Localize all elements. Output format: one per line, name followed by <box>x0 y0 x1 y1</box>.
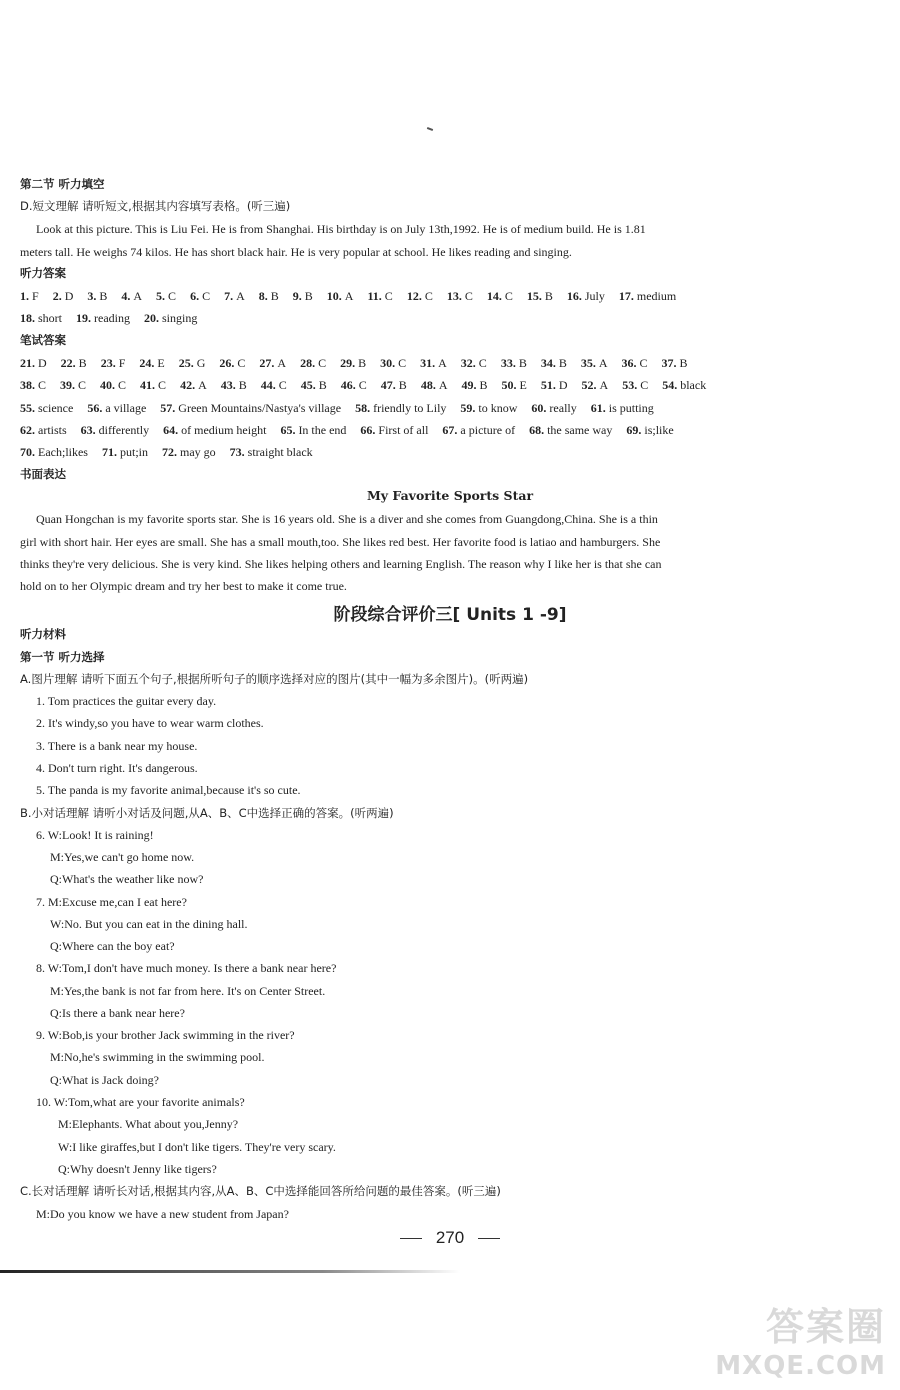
answer-number: 72. <box>162 445 177 459</box>
answer-item <box>293 288 313 304</box>
answer-value: a picture of <box>460 423 516 437</box>
answer-number: 19. <box>76 311 91 325</box>
answer-value: B <box>544 289 553 303</box>
answer-item <box>156 288 176 304</box>
answer-item <box>327 288 354 304</box>
answer-value: C <box>237 356 246 370</box>
dialogue-line: 8. W:Tom,I don't have much money. Is there a bank near here? <box>36 961 337 975</box>
answer-number: 33. <box>500 356 516 370</box>
answer-number: 21. <box>20 356 35 370</box>
answer-item <box>541 377 568 393</box>
answer-number: 73. <box>229 445 245 459</box>
answer-number: 40. <box>100 378 116 392</box>
answer-number: 14. <box>486 289 502 303</box>
answer-value: put;in <box>119 445 148 459</box>
answer-value: Green Mountains/Nastya's village <box>178 401 342 415</box>
answer-number: 57. <box>160 401 176 415</box>
answer-number: 46. <box>340 378 356 392</box>
dialogue-line: M:No,he's swimming in the swimming pool. <box>50 1050 265 1064</box>
answer-item <box>360 422 428 438</box>
dialogue-line: W:No. But you can eat in the dining hall. <box>50 917 248 931</box>
answer-value: C <box>464 289 473 303</box>
answer-value: B <box>78 356 87 370</box>
answer-number: 45. <box>300 378 316 392</box>
answer-value: B <box>270 289 279 303</box>
answer-row <box>20 400 880 416</box>
answer-item <box>61 355 87 371</box>
answer-value: short <box>38 311 62 325</box>
answer-item <box>407 288 433 304</box>
answer-item <box>20 444 88 460</box>
answer-value: C <box>158 378 167 392</box>
sentence-item: 1. Tom practices the guitar every day. <box>36 694 217 708</box>
page-number-dash <box>400 1238 422 1239</box>
instruction-text: B.小对话理解 请听小对话及问题,从A、B、C中选择正确的答案。(听两遍) <box>20 806 394 820</box>
answer-number: 17. <box>618 289 634 303</box>
answer-item <box>591 400 654 416</box>
answer-number: 18. <box>20 311 35 325</box>
answer-value: is putting <box>608 401 654 415</box>
answer-item <box>529 422 612 438</box>
answer-item <box>20 422 67 438</box>
answer-item <box>180 377 207 393</box>
sentence-item: 5. The panda is my favorite animal,because it's so cute. <box>36 783 301 797</box>
answer-item <box>163 422 266 438</box>
answer-value: D <box>64 289 74 303</box>
answer-number: 64. <box>163 423 179 437</box>
materials-heading: 听力材料 <box>20 627 66 641</box>
sentence-item: 2. It's windy,so you have to wear warm clothes. <box>36 716 264 730</box>
answer-number: 38. <box>20 378 35 392</box>
answer-item <box>221 377 247 393</box>
answer-value: D <box>38 356 47 370</box>
answer-number: 12. <box>406 289 422 303</box>
answer-value: a village <box>105 401 147 415</box>
answer-number: 5. <box>156 289 166 303</box>
answer-number: 56. <box>87 401 103 415</box>
answer-number: 67. <box>442 423 458 437</box>
dialogue-line: M:Elephants. What about you,Jenny? <box>58 1117 239 1131</box>
answer-value: C <box>504 289 513 303</box>
answer-item <box>162 444 216 460</box>
answer-value: E <box>157 356 165 370</box>
answer-item <box>102 444 148 460</box>
unit-review-title: 阶段综合评价三[ Units 1 -9] <box>333 605 567 625</box>
answer-item <box>442 422 515 438</box>
answer-value: A <box>598 356 608 370</box>
answer-item <box>101 355 126 371</box>
answer-number: 29. <box>340 356 356 370</box>
answer-number: 50. <box>501 378 517 392</box>
answer-item <box>20 400 73 416</box>
answer-item <box>380 355 406 371</box>
answer-item <box>447 288 473 304</box>
answer-number: 62. <box>20 423 35 437</box>
answer-item <box>76 310 130 326</box>
answer-number: 37. <box>661 356 677 370</box>
answer-number: 1. <box>20 289 29 303</box>
answer-number: 13. <box>446 289 462 303</box>
answer-item <box>219 355 245 371</box>
answers-heading: 笔试答案 <box>20 333 66 347</box>
answer-item <box>20 377 46 393</box>
answer-number: 41. <box>140 378 156 392</box>
answer-value: B <box>358 356 367 370</box>
answer-number: 10. <box>326 289 342 303</box>
answer-number: 4. <box>121 289 131 303</box>
answer-value: C <box>639 356 648 370</box>
dialogue-line: 7. M:Excuse me,can I eat here? <box>36 895 187 909</box>
essay-line: Quan Hongchan is my favorite sports star. She is 16 years old. She is a diver and she comes from Guangdong,China. She is a thin <box>36 512 658 526</box>
answer-number: 35. <box>580 356 596 370</box>
answer-item <box>87 400 146 416</box>
dialogue-question: Q:Is there a bank near here? <box>50 1006 185 1020</box>
answer-row <box>20 288 880 304</box>
answer-item <box>461 377 487 393</box>
answer-number: 61. <box>590 401 606 415</box>
answer-item <box>487 288 513 304</box>
answer-item <box>190 288 210 304</box>
answer-item <box>619 288 676 304</box>
dialogue-line: 10. W:Tom,what are your favorite animals? <box>36 1095 245 1109</box>
answer-number: 71. <box>101 445 117 459</box>
answer-item <box>541 355 567 371</box>
answer-item <box>53 288 74 304</box>
answer-number: 48. <box>420 378 436 392</box>
answer-number: 2. <box>52 289 62 303</box>
answer-value: is;like <box>644 423 674 437</box>
answer-value: D <box>558 378 568 392</box>
answer-value: A <box>344 289 354 303</box>
answer-number: 44. <box>260 378 276 392</box>
answer-item <box>501 355 527 371</box>
answer-number: 68. <box>529 423 545 437</box>
answer-item <box>179 355 206 371</box>
answer-value: medium <box>636 289 677 303</box>
answer-row <box>20 377 880 393</box>
dialogue-question: Q:Why doesn't Jenny like tigers? <box>58 1162 217 1176</box>
answer-value: C <box>478 356 487 370</box>
answer-number: 52. <box>581 378 597 392</box>
section-heading: 第一节 听力选择 <box>20 650 105 664</box>
answer-item <box>160 400 341 416</box>
answer-item <box>662 377 706 393</box>
essay-title: My Favorite Sports Star <box>366 488 534 503</box>
answer-item <box>622 355 648 371</box>
passage-line: meters tall. He weighs 74 kilos. He has short black hair. He is very popular at school. He likes reading and singing. <box>20 245 572 259</box>
answer-value: B <box>318 378 327 392</box>
answer-item <box>567 288 605 304</box>
answer-number: 9. <box>292 289 302 303</box>
answer-value: science <box>38 401 74 415</box>
answer-value: B <box>238 378 247 392</box>
answer-value: C <box>202 289 211 303</box>
dialogue-line: M:Do you know we have a new student from Japan? <box>36 1207 289 1221</box>
answer-item <box>261 377 287 393</box>
answer-value: A <box>277 356 287 370</box>
answer-value: friendly to Lily <box>373 401 447 415</box>
answer-item <box>340 355 366 371</box>
answer-number: 16. <box>566 289 582 303</box>
answer-value: A <box>133 289 143 303</box>
answer-value: C <box>358 378 367 392</box>
answer-value: B <box>304 289 313 303</box>
sentence-item: 3. There is a bank near my house. <box>36 739 198 753</box>
answer-number: 8. <box>258 289 268 303</box>
answer-value: reading <box>94 311 130 325</box>
answer-number: 63. <box>80 423 96 437</box>
answer-value: July <box>584 289 605 303</box>
sentence-item: 4. Don't turn right. It's dangerous. <box>36 761 198 775</box>
bottom-rule <box>0 1270 460 1273</box>
answer-value: G <box>196 356 206 370</box>
answer-number: 32. <box>460 356 476 370</box>
answer-number: 58. <box>355 401 371 415</box>
section-heading: 第二节 听力填空 <box>20 177 105 191</box>
answer-value: C <box>640 378 649 392</box>
answer-value: In the end <box>298 423 347 437</box>
answer-value: Each;likes <box>38 445 88 459</box>
dialogue-question: Q:Where can the boy eat? <box>50 939 175 953</box>
watermark-top: 答案圈 <box>765 1305 886 1349</box>
dialogue-line: 9. W:Bob,is your brother Jack swimming in the river? <box>36 1028 295 1042</box>
instruction-text: A.图片理解 请听下面五个句子,根据所听句子的顺序选择对应的图片(其中一幅为多余图片)。(听两遍) <box>20 672 529 686</box>
instruction-text: D.短文理解 请听短文,根据其内容填写表格。(听三遍) <box>20 199 291 213</box>
dialogue-line: 6. W:Look! It is raining! <box>36 828 154 842</box>
answer-item <box>20 288 39 304</box>
answer-number: 59. <box>460 401 476 415</box>
answer-value: differently <box>98 423 150 437</box>
answer-value: F <box>32 289 39 303</box>
answer-value: B <box>518 356 527 370</box>
answer-item <box>662 355 688 371</box>
answer-number: 11. <box>367 289 382 303</box>
answer-number: 7. <box>224 289 234 303</box>
answer-item <box>144 310 197 326</box>
dialogue-question: Q:What's the weather like now? <box>50 872 204 886</box>
answer-value: C <box>38 378 47 392</box>
answer-value: C <box>398 356 407 370</box>
answer-number: 49. <box>461 378 477 392</box>
watermark-bottom: MXQE.COM <box>715 1351 886 1381</box>
answer-row <box>20 444 880 460</box>
answer-value: A <box>438 356 447 370</box>
answer-number: 34. <box>540 356 556 370</box>
answer-number: 69. <box>626 423 642 437</box>
answer-number: 51. <box>540 378 556 392</box>
answer-number: 53. <box>622 378 638 392</box>
answer-item <box>381 377 407 393</box>
dialogue-question: Q:What is Jack doing? <box>50 1073 159 1087</box>
page-number-dash <box>478 1238 500 1239</box>
answer-number: 70. <box>20 445 35 459</box>
answer-value: C <box>278 378 287 392</box>
answer-number: 22. <box>60 356 76 370</box>
answer-number: 23. <box>100 356 116 370</box>
answer-value: C <box>424 289 433 303</box>
answer-item <box>531 400 576 416</box>
answer-number: 24. <box>139 356 155 370</box>
answer-item <box>355 400 446 416</box>
answer-value: the same way <box>547 423 613 437</box>
essay-line: girl with short hair. Her eyes are small. She has a small mouth,too. She likes red best. Her favorite food is latiao and hamburgers. She <box>20 535 661 549</box>
answer-value: straight black <box>247 445 313 459</box>
answer-item <box>224 288 245 304</box>
answer-number: 55. <box>20 401 35 415</box>
answer-value: C <box>318 356 327 370</box>
answer-number: 36. <box>621 356 637 370</box>
answer-row <box>20 355 880 371</box>
answer-item <box>626 422 673 438</box>
answer-value: of medium height <box>181 423 267 437</box>
answer-item <box>140 377 166 393</box>
answer-item <box>81 422 149 438</box>
answer-number: 39. <box>60 378 76 392</box>
answer-number: 25. <box>178 356 194 370</box>
answer-item <box>139 355 164 371</box>
instruction-text: C.长对话理解 请听长对话,根据其内容,从A、B、C中选择能回答所给问题的最佳答案。(听三遍) <box>20 1184 501 1198</box>
answer-item <box>420 355 447 371</box>
answer-row <box>20 310 880 326</box>
answer-item <box>460 400 517 416</box>
answer-value: C <box>384 289 393 303</box>
answer-item <box>100 377 126 393</box>
dialogue-line: M:Yes,we can't go home now. <box>50 850 195 864</box>
answers-heading: 听力答案 <box>20 266 66 280</box>
answer-item <box>527 288 553 304</box>
answer-item <box>367 288 392 304</box>
answer-value: B <box>558 356 567 370</box>
answer-number: 60. <box>531 401 547 415</box>
answer-item <box>341 377 367 393</box>
scan-mark <box>427 127 433 131</box>
answer-row <box>20 422 880 438</box>
answer-number: 6. <box>190 289 200 303</box>
answer-value: B <box>99 289 108 303</box>
answer-item <box>301 377 327 393</box>
answer-value: A <box>438 378 448 392</box>
page-number <box>0 1228 900 1248</box>
answer-item <box>121 288 142 304</box>
answer-value: F <box>118 356 126 370</box>
answer-item <box>300 355 326 371</box>
answer-value: C <box>78 378 87 392</box>
answer-item <box>280 422 346 438</box>
answer-number: 65. <box>280 423 296 437</box>
answer-item <box>230 444 313 460</box>
answer-value: singing <box>161 311 198 325</box>
answer-number: 47. <box>380 378 396 392</box>
answer-value: black <box>680 378 707 392</box>
answer-value: artists <box>38 423 67 437</box>
watermark-logo <box>696 1296 886 1380</box>
answer-item <box>87 288 107 304</box>
answer-value: A <box>236 289 245 303</box>
answer-number: 15. <box>526 289 542 303</box>
answer-value: B <box>398 378 407 392</box>
answer-item <box>20 355 47 371</box>
answer-item <box>60 377 86 393</box>
dialogue-line: M:Yes,the bank is not far from here. It's on Center Street. <box>50 984 326 998</box>
writing-heading: 书面表达 <box>20 467 66 481</box>
answer-item <box>421 377 448 393</box>
answer-value: may go <box>180 445 216 459</box>
answer-number: 20. <box>143 311 159 325</box>
answer-value: E <box>519 378 527 392</box>
answer-item <box>581 355 608 371</box>
answer-item <box>20 310 62 326</box>
essay-line: hold on to her Olympic dream and try her best to make it come true. <box>20 579 347 593</box>
answer-number: 3. <box>87 289 97 303</box>
answer-value: A <box>599 378 609 392</box>
answer-item <box>259 355 286 371</box>
answer-item <box>502 377 527 393</box>
answer-value: A <box>198 378 207 392</box>
answer-value: really <box>549 401 577 415</box>
answer-item <box>259 288 279 304</box>
answer-item <box>622 377 648 393</box>
answer-value: First of all <box>378 423 429 437</box>
answer-value: to know <box>478 401 518 415</box>
answer-value: B <box>679 356 688 370</box>
answer-number: 31. <box>420 356 436 370</box>
answer-number: 30. <box>380 356 396 370</box>
answer-number: 28. <box>300 356 316 370</box>
answer-item <box>461 355 487 371</box>
answer-item <box>582 377 609 393</box>
passage-line: Look at this picture. This is Liu Fei. He is from Shanghai. His birthday is on July 13th,1992. He is of medium build. He is 1.81 <box>36 222 646 236</box>
answer-value: B <box>479 378 488 392</box>
dialogue-line: W:I like giraffes,but I don't like tigers. They're very scary. <box>58 1140 336 1154</box>
answer-value: C <box>118 378 127 392</box>
answer-number: 26. <box>219 356 235 370</box>
answer-number: 54. <box>662 378 678 392</box>
page-number-text: 270 <box>435 1228 465 1247</box>
answer-number: 43. <box>220 378 236 392</box>
answer-number: 27. <box>259 356 275 370</box>
answer-number: 42. <box>180 378 196 392</box>
answer-number: 66. <box>360 423 376 437</box>
essay-line: thinks they're very delicious. She is very kind. She likes helping others and learning English. The reason why I like her is that she can <box>20 557 662 571</box>
answer-value: C <box>168 289 177 303</box>
